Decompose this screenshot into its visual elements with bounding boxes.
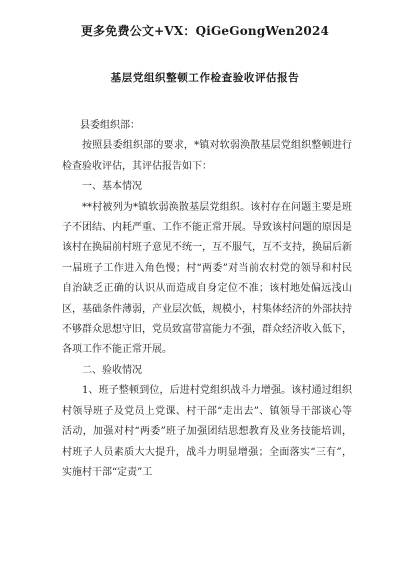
salutation: 县委组织部： (80, 120, 140, 131)
document-title: 基层党组织整顿工作检查验收评估报告 (110, 72, 300, 84)
watermark-text: 更多免费公文+VX：QiGeGongWen2024 (80, 24, 330, 38)
intro-paragraph: 按照县委组织部的要求，*镇对软弱涣散基层党组织整顿进行检查验收评估，其评估报告如下： (62, 140, 352, 172)
section-body-basic-situation: **村被列为*镇软弱涣散基层党组织。该村存在问题主要是班子不团结、内耗严重、工作不能正常开展。导致该村问题的原因是该村在换届前村班子意见不统一，互不服气，互不支持，换届后新一届班子工作进入角色慢；村“两委”对当前农村党的领导和村民自治缺乏正确的认识从而造成自身定位不准；该村地处偏远浅山区，基础条件薄弱，产业层次低，规模小，村集体经济的外部扶持不够群众思想守旧，党员致富带富能力不强，群众经济收入低下，各项工作不能正常开展。 (62, 201, 352, 356)
section-heading-basic-situation: 一、基本情况 (82, 181, 142, 193)
section-body-acceptance: 1、班子整顿到位，后进村党组织战斗力增强。该村通过组织村领导班子及党员上党课、村干部“走出去”、镇领导干部谈心等活动，加强对村“两委”班子加强团结思想教育及业务技能培训，村班子人员素质大大提升，战斗力明显增强；全面落实“三有”，实施村干部“定责”工 (62, 385, 352, 478)
section-heading-acceptance: 二、验收情况 (82, 364, 142, 376)
document-body (62, 116, 352, 483)
